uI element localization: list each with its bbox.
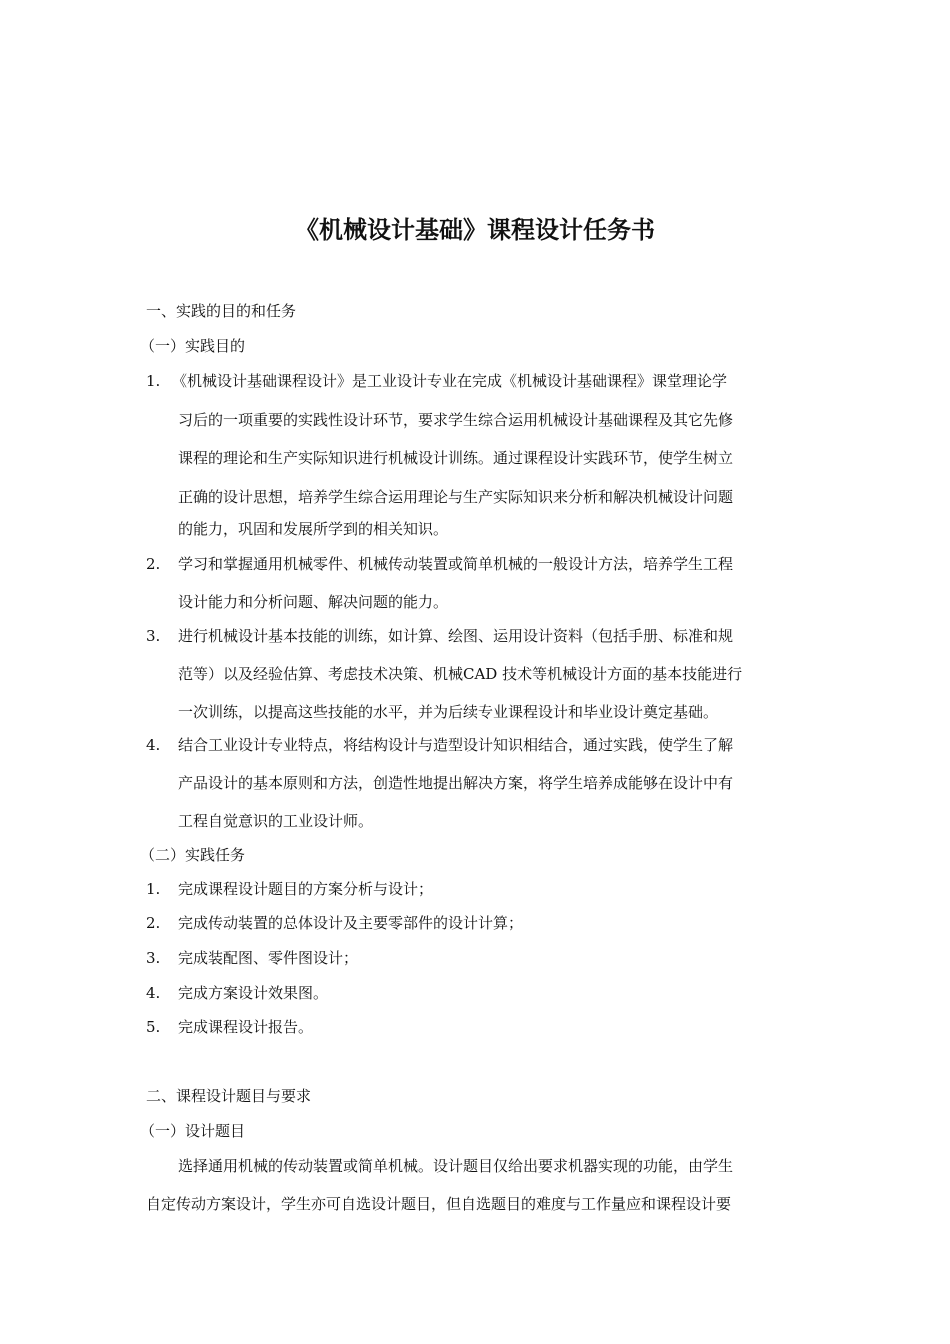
task-text: 完成传动装置的总体设计及主要零部件的设计计算；: [178, 914, 524, 932]
item-number: 4.: [146, 736, 161, 754]
item-line: 的能力，巩固和发展所学到的相关知识。: [178, 520, 449, 538]
item-number: 1.: [146, 372, 161, 390]
task-number: 5.: [146, 1018, 161, 1036]
subsection-heading-topic: （一）设计题目: [140, 1122, 246, 1140]
item-line: 范等）以及经验估算、考虑技术决策、机械CAD 技术等机械设计方面的基本技能进行: [178, 665, 743, 683]
item-line: 一次训练，以提高这些技能的水平，并为后续专业课程设计和毕业设计奠定基础。: [178, 703, 719, 721]
task-number: 1.: [146, 880, 161, 898]
task-number: 2.: [146, 914, 161, 932]
item-line: 课程的理论和生产实际知识进行机械设计训练。通过课程设计实践环节，使学生树立: [178, 449, 734, 467]
task-text: 完成课程设计题目的方案分析与设计；: [178, 880, 434, 898]
section-heading-2: 二、课程设计题目与要求: [146, 1087, 312, 1105]
task-number: 4.: [146, 984, 161, 1002]
document-title: 《机械设计基础》课程设计任务书: [295, 216, 655, 244]
task-text: 完成方案设计效果图。: [178, 984, 329, 1002]
paragraph-line: 选择通用机械的传动装置或简单机械。设计题目仅给出要求机器实现的功能，由学生: [178, 1157, 734, 1175]
task-number: 3.: [146, 949, 161, 967]
task-text: 完成课程设计报告。: [178, 1018, 314, 1036]
item-line: 工程自觉意识的工业设计师。: [178, 812, 374, 830]
item-line: 《机械设计基础课程设计》是工业设计专业在完成《机械设计基础课程》课堂理论学: [172, 372, 728, 390]
item-line: 结合工业设计专业特点，将结构设计与造型设计知识相结合，通过实践，使学生了解: [178, 736, 734, 754]
item-line: 进行机械设计基本技能的训练，如计算、绘图、运用设计资料（包括手册、标准和规: [178, 627, 734, 645]
item-line: 学习和掌握通用机械零件、机械传动装置或简单机械的一般设计方法，培养学生工程: [178, 555, 734, 573]
section-heading-1: 一、实践的目的和任务: [146, 302, 297, 320]
item-number: 3.: [146, 627, 161, 645]
task-text: 完成装配图、零件图设计；: [178, 949, 359, 967]
item-number: 2.: [146, 555, 161, 573]
item-line: 正确的设计思想，培养学生综合运用理论与生产实际知识来分析和解决机械设计问题: [178, 488, 734, 506]
subsection-heading-tasks: （二）实践任务: [140, 846, 246, 864]
subsection-heading-purpose: （一）实践目的: [140, 337, 246, 355]
paragraph-line: 自定传动方案设计，学生亦可自选设计题目，但自选题目的难度与工作量应和课程设计要: [146, 1195, 732, 1213]
item-line: 习后的一项重要的实践性设计环节，要求学生综合运用机械设计基础课程及其它先修: [178, 411, 734, 429]
item-line: 设计能力和分析问题、解决问题的能力。: [178, 593, 449, 611]
item-line: 产品设计的基本原则和方法，创造性地提出解决方案，将学生培养成能够在设计中有: [178, 774, 734, 792]
